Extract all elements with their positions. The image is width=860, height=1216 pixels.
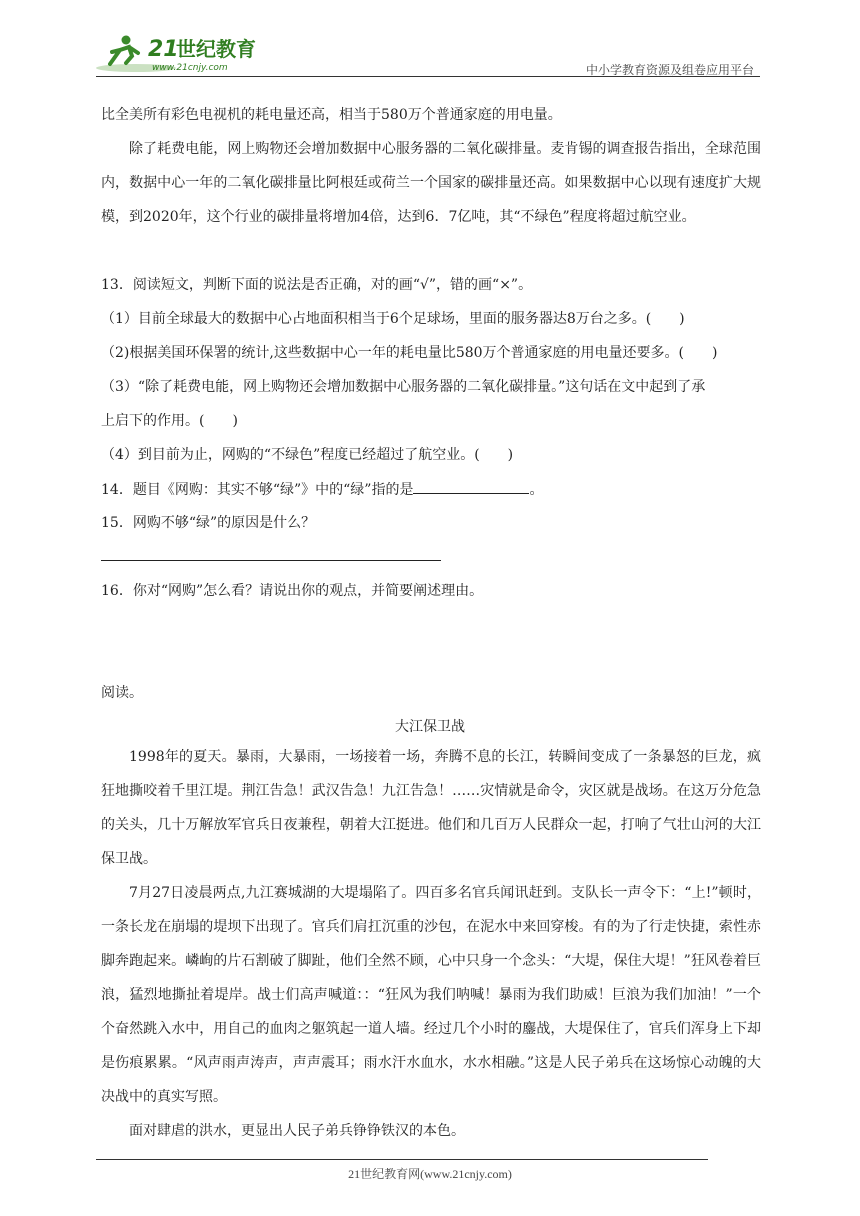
paragraph-continued: 比全美所有彩色电视机的耗电量还高，相当于580万个普通家庭的用电量。	[101, 107, 562, 123]
question-13-2: （2)根据美国环保署的统计,这些数据中心一年的耗电量比580万个普通家庭的用电量还要多。( )	[101, 345, 718, 361]
svg-text:www.21cnjy.com: www.21cnjy.com	[152, 63, 228, 73]
passage-title: 大江保卫战	[395, 719, 465, 735]
footer-divider	[96, 1159, 708, 1160]
question-16: 16．你对“网购”怎么看？请说出你的观点，并简要阐述理由。	[101, 583, 484, 599]
passage-paragraph-2: 7月27日凌晨两点,九江赛城湖的大堤塌陷了。四百多名官兵闻讯赶到。支队长一声令下：“上!”顿时，一条长龙在崩塌的堤坝下出现了。官兵们肩扛沉重的沙包，在泥水中来回穿梭。有的为了行走快捷，索性赤脚奔跑起来。嶙峋的片石割破了脚趾，他们全然不顾，心中只身一个念头：“大堤，保住大堤！”狂风卷着巨浪，猛烈地撕扯着堤岸。战士们高声喊道：：“狂风为我们呐喊！暴雨为我们助威！巨浪为我们加油！”一个个奋然跳入水中，用自己的血肉之躯筑起一道人墙。经过几个小时的鏖战，大堤保住了，官兵们浑身上下却是伤痕累累。“风声雨声涛声，声声震耳；雨水汗水血水，水水相融。”这是人民子弟兵在这场惊心动魄的大决战中的真实写照。	[101, 885, 761, 1105]
passage-paragraph-3: 面对肆虐的洪水，更显出人民子弟兵铮铮铁汉的本色。	[129, 1123, 465, 1139]
passage-paragraph-1: 1998年的夏天。暴雨，大暴雨，一场接着一场，奔腾不息的长江，转瞬间变成了一条暴怒的巨龙，疯狂地撕咬着千里江堤。荆江告急！武汉告急！九江告急！……灾情就是命令，灾区就是战场。在这万分危急的关头，几十万解放军官兵日夜兼程，朝着大江挺进。他们和几百万人民群众一起，打响了气壮山河的大江保卫战。	[101, 749, 761, 867]
footer-text: 21世纪教育网(www.21cnjy.com)	[348, 1167, 512, 1181]
question-15: 15．网购不够“绿”的原因是什么？	[101, 515, 316, 531]
question-13-3-cont: 上启下的作用。( )	[101, 413, 238, 429]
question-14-text: 14．题目《网购：其实不够“绿”》中的“绿”指的是	[101, 482, 414, 498]
page-header	[96, 30, 760, 80]
header-divider	[96, 76, 760, 77]
question-13-4: （4）到目前为止，网购的“不绿色”程度已经超过了航空业。( )	[101, 447, 514, 463]
question-14-end: 。	[529, 482, 544, 498]
question-13-1: （1）目前全球最大的数据中心占地面积相当于6个足球场，里面的服务器达8万台之多。( )	[101, 311, 685, 327]
site-logo	[96, 30, 266, 76]
answer-line[interactable]	[101, 560, 441, 561]
svg-text:21: 21	[148, 37, 179, 62]
reading-label: 阅读。	[101, 685, 143, 701]
platform-label: 中小学教育资源及组卷应用平台	[585, 63, 754, 77]
question-14	[101, 479, 543, 500]
paragraph-carbon: 除了耗费电能，网上购物还会增加数据中心服务器的二氧化碳排量。麦肯锡的调查报告指出，全球范围内，数据中心一年的二氧化碳排量比阿根廷或荷兰一个国家的碳排量还高。如果数据中心以现有速度扩大规模，到2020年，这个行业的碳排量将增加4倍，达到6．7亿吨，其“不绿色”程度将超过航空业。	[101, 141, 761, 225]
answer-blank[interactable]	[413, 479, 529, 494]
svg-text:世纪教育: 世纪教育	[176, 37, 256, 61]
question-13-3: （3）“除了耗费电能，网上购物还会增加数据中心服务器的二氧化碳排量。”这句话在文中起到了承	[101, 379, 706, 395]
question-13: 13．阅读短文，判断下面的说法是否正确，对的画“√”，错的画“×”。	[101, 277, 533, 293]
